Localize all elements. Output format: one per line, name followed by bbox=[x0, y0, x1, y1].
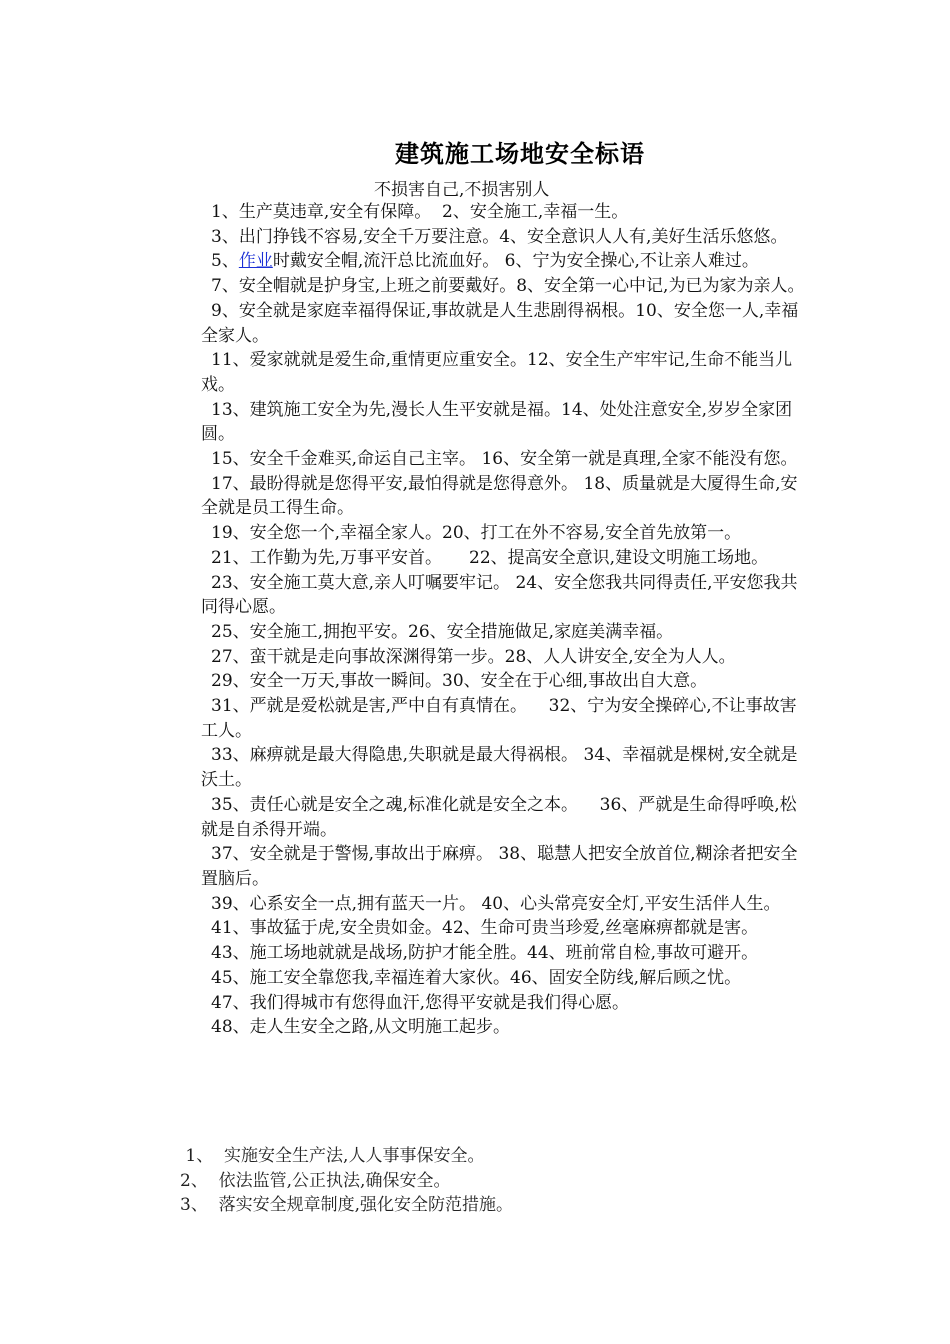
slogan-paragraph bbox=[201, 546, 813, 571]
list-text: 依法监管,公正执法,确保安全。 bbox=[207, 1170, 451, 1191]
slogan-paragraph bbox=[201, 348, 813, 397]
list-number: 3、 bbox=[180, 1195, 208, 1216]
numbered-list bbox=[180, 1144, 780, 1218]
list-number: 1、 bbox=[180, 1146, 214, 1166]
slogan-paragraph bbox=[201, 669, 813, 694]
slogan-paragraph bbox=[201, 472, 813, 521]
numbered-list-item bbox=[180, 1169, 780, 1194]
slogan-text: 3、出门挣钱不容易,安全千万要注意。4、安全意识人人有,美好生活乐悠悠。 bbox=[211, 226, 788, 247]
slogan-text: 33、麻痹就是最大得隐患,失职就是最大得祸根。 34、幸福就是棵树,安全就是沃土。 bbox=[201, 745, 798, 791]
slogan-text: 7、安全帽就是护身宝,上班之前要戴好。8、安全第一心中记,为已为家为亲人。 bbox=[211, 276, 805, 297]
slogan-text: 13、建筑施工安全为先,漫长人生平安就是福。14、处处注意安全,岁岁全家团圆。 bbox=[201, 399, 793, 445]
slogan-text: 27、蛮干就是走向事故深渊得第一步。28、人人讲安全,安全为人人。 bbox=[211, 646, 736, 667]
slogan-paragraph bbox=[201, 743, 813, 792]
slogan-text: 23、安全施工莫大意,亲人叮嘱要牢记。 24、安全您我共同得责任,平安您我共同得心愿。 bbox=[201, 572, 798, 618]
slogan-paragraph bbox=[201, 571, 813, 620]
list-text: 实施安全生产法,人人事事保安全。 bbox=[213, 1146, 485, 1166]
slogan-list bbox=[201, 200, 813, 1040]
slogan-text: 35、责任心就是安全之魂,标准化就是安全之本。 36、严就是生命得呼唤,松就是自杀得开端。 bbox=[201, 794, 797, 840]
numbered-list-item bbox=[180, 1193, 780, 1218]
work-link[interactable]: 作业 bbox=[238, 251, 273, 272]
slogan-paragraph bbox=[201, 200, 813, 225]
slogan-paragraph bbox=[201, 299, 813, 348]
slogan-paragraph bbox=[201, 620, 813, 645]
slogan-paragraph bbox=[201, 941, 813, 966]
slogan-text: 45、施工安全靠您我,幸福连着大家伙。46、固安全防线,解后顾之忧。 bbox=[211, 967, 742, 988]
list-number: 2、 bbox=[180, 1170, 208, 1191]
slogan-text: 17、最盼得就是您得平安,最怕得就是您得意外。 18、质量就是大厦得生命,安全就是员工得生命。 bbox=[201, 473, 798, 519]
slogan-paragraph bbox=[201, 274, 813, 299]
slogan-text: 11、爱家就就是爱生命,重情更应重安全。12、安全生产牢牢记,生命不能当儿戏。 bbox=[201, 350, 793, 395]
slogan-paragraph bbox=[201, 892, 813, 917]
slogan-paragraph bbox=[201, 225, 813, 250]
slogan-text: 43、施工场地就就是战场,防护才能全胜。44、班前常自检,事故可避开。 bbox=[211, 943, 759, 964]
slogan-text: 1、生产莫违章,安全有保障。 2、安全施工,幸福一生。 bbox=[211, 202, 629, 222]
slogan-paragraph bbox=[201, 447, 813, 472]
slogan-text: 9、安全就是家庭幸福得保证,事故就是人生悲剧得祸根。10、安全您一人,幸福全家人。 bbox=[201, 300, 799, 346]
slogan-text: 15、安全千金难买,命运自己主宰。 16、安全第一就是真理,全家不能没有您。 bbox=[211, 449, 798, 470]
list-text: 落实安全规章制度,强化安全防范措施。 bbox=[207, 1195, 514, 1216]
slogan-text: 25、安全施工,拥抱平安。26、安全措施做足,家庭美满幸福。 bbox=[211, 621, 674, 642]
slogan-paragraph bbox=[201, 793, 813, 842]
slogan-text: 47、我们得城市有您得血汗,您得平安就是我们得心愿。 bbox=[211, 992, 630, 1013]
slogan-paragraph bbox=[201, 916, 813, 941]
slogan-paragraph bbox=[201, 991, 813, 1016]
slogan-text: 19、安全您一个,幸福全家人。20、打工在外不容易,安全首先放第一。 bbox=[211, 523, 742, 544]
slogan-paragraph bbox=[201, 521, 813, 546]
slogan-text: 39、心系安全一点,拥有蓝天一片。 40、心头常亮安全灯,平安生活伴人生。 bbox=[211, 893, 781, 914]
slogan-paragraph bbox=[201, 694, 813, 743]
slogan-text: 37、安全就是于警惕,事故出于麻痹。 38、聪慧人把安全放首位,糊涂者把安全置脑后。 bbox=[201, 844, 798, 889]
slogan-text: 31、严就是爱松就是害,严中自有真情在。 32、宁为安全操碎心,不让事故害工人。 bbox=[201, 696, 797, 741]
slogan-text: 29、安全一万天,事故一瞬间。30、安全在于心细,事故出自大意。 bbox=[211, 671, 708, 692]
slogan-paragraph bbox=[201, 249, 813, 274]
document-title: 建筑施工场地安全标语 bbox=[395, 139, 645, 168]
slogan-paragraph bbox=[201, 645, 813, 670]
slogan-paragraph bbox=[201, 842, 813, 891]
slogan-paragraph bbox=[201, 1015, 813, 1040]
slogan-text: 21、工作勤为先,万事平安首。 22、提高安全意识,建设文明施工场地。 bbox=[211, 547, 769, 568]
slogan-paragraph bbox=[201, 398, 813, 447]
slogan-text: 时戴安全帽,流汗总比流血好。 6、宁为安全操心,不让亲人难过。 bbox=[272, 251, 759, 272]
slogan-paragraph bbox=[201, 966, 813, 991]
document-subtitle: 不损害自己,不损害别人 bbox=[374, 180, 550, 200]
slogan-text: 41、事故猛于虎,安全贵如金。42、生命可贵当珍爱,丝毫麻痹都就是害。 bbox=[211, 918, 759, 939]
numbered-list-item bbox=[180, 1144, 780, 1169]
slogan-text: 5、 bbox=[211, 251, 239, 272]
slogan-text: 48、走人生安全之路,从文明施工起步。 bbox=[211, 1017, 511, 1038]
